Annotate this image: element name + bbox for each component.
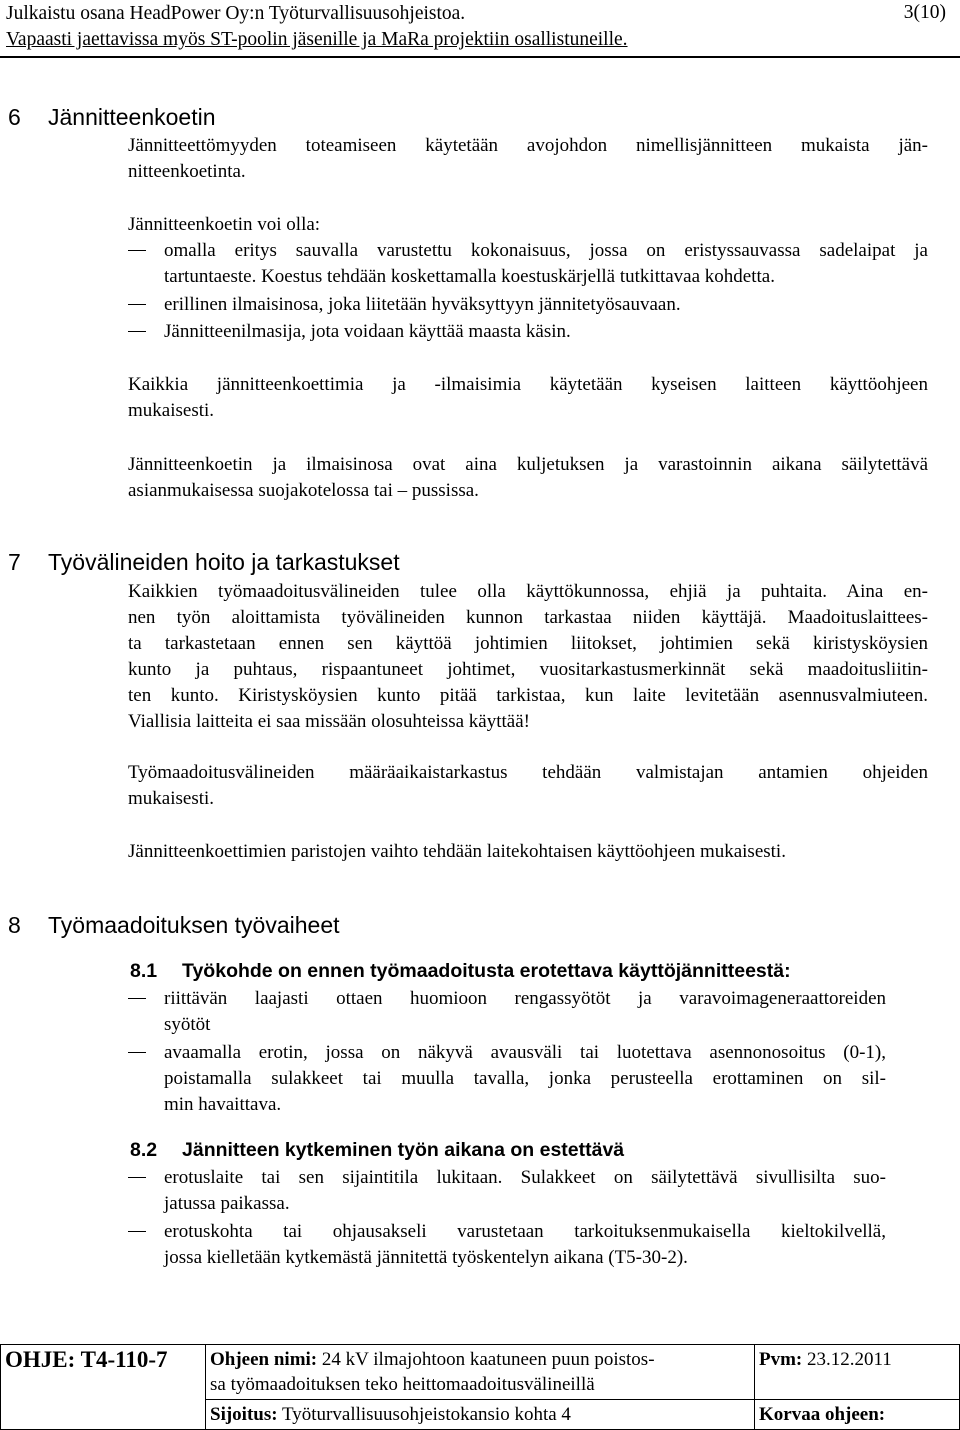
text-line: Työmaadoitusvälineiden määräaikaistarkastus tehdään valmistajan antamien ohjeiden (128, 762, 928, 783)
subsection-8-2-heading (130, 1137, 624, 1163)
list-item (128, 292, 928, 318)
text-line: tartuntaeste. Koestus tehdään koskettamalla koestuskärjellä tutkittavaa kohdetta. (164, 266, 775, 287)
section-6-paragraph-1 (128, 372, 928, 424)
footer-replaces-cell (755, 1400, 960, 1430)
text-line: Viallisia laitteita ei saa missään olosuhteissa käyttää! (128, 711, 530, 732)
text-line: mukaisesti. (128, 788, 215, 809)
text-line: ta tarkastetaan ennen sen käyttöä johtimien liitokset, johtimien sekä kiristysköysien (128, 633, 928, 654)
text-line: jatussa paikassa. (164, 1193, 290, 1214)
name-value-line: sa työmaadoituksen teko heittomaadoitusvälineillä (210, 1374, 595, 1395)
text-line: mukaisesti. (128, 400, 215, 421)
dash-bullet-icon (128, 1177, 146, 1178)
section-6-number: 6 (8, 104, 21, 130)
footer-location-cell (206, 1400, 755, 1430)
list-item (128, 986, 928, 1038)
text-line: kunto ja puhtaus, rispaantuneet johtimet, vuositarkastusmerkinnät sekä maadoitusliitin- (128, 659, 928, 680)
dash-bullet-icon (128, 331, 146, 332)
section-8-heading (8, 911, 340, 939)
section-8-number: 8 (8, 912, 21, 938)
dash-bullet-icon (128, 250, 146, 251)
text-line: Jännitteettömyyden toteamiseen käytetään avojohdon nimellisjännitteen mukaista jän- (128, 135, 928, 156)
list-item (128, 1040, 928, 1118)
section-6-heading (8, 103, 216, 131)
dash-bullet-icon (128, 1231, 146, 1232)
section-7-title: Työvälineiden hoito ja tarkastukset (48, 549, 400, 575)
section-7-paragraph-3: Jännitteenkoettimien paristojen vaihto tehdään laitekohtaisen käyttöohjeen mukaisesti. (128, 841, 786, 862)
section-7-heading (8, 548, 400, 576)
text-line: Kaikkia jännitteenkoettimia ja -ilmaisimia käytetään kyseisen laitteen käyttöohjeen (128, 374, 928, 395)
page-number: 3(10) (903, 2, 946, 23)
dash-bullet-icon (128, 1052, 146, 1053)
header-line-2-text: Vapaasti jaettavissa myös ST-poolin jäsenille ja MaRa projektiin osallistuneille. (6, 29, 628, 50)
list-item (128, 319, 928, 345)
subsection-title: Jännitteen kytkeminen työn aikana on estettävä (182, 1139, 625, 1161)
text-line: nen työn aloittamista työvälineiden kunnon tarkastaa niiden käyttäjä. Maadoituslaittees- (128, 607, 928, 628)
text-line: erotuslaite tai sen sijaintitila lukitaan. Sulakkeet on säilytettävä sivullisilta suo- (164, 1167, 886, 1188)
footer-table (0, 1344, 960, 1430)
footer-name-cell (206, 1345, 755, 1400)
text-line: syötöt (164, 1014, 211, 1035)
header-divider (0, 56, 960, 58)
section-6-list-intro: Jännitteenkoetin voi olla: (128, 214, 321, 235)
footer-date-cell (755, 1345, 960, 1400)
text-line: Kaikkien työmaadoitusvälineiden tulee olla käyttökunnossa, ehjiä ja puhtaita. Aina en- (128, 581, 928, 602)
list-item (128, 1219, 928, 1271)
text-line: asianmukaisessa suojakotelossa tai – pussissa. (128, 480, 479, 501)
text-line: riittävän laajasti ottaen huomioon rengassyötöt ja varavoimageneraattoreiden (164, 988, 886, 1009)
text-line: Jännitteenkoetin ja ilmaisinosa ovat aina kuljetuksen ja varastoinnin aikana säilytettävä (128, 454, 928, 475)
section-7-paragraph-2 (128, 760, 928, 812)
text-line: min havaittava. (164, 1094, 282, 1115)
date-label: Pvm: (759, 1349, 803, 1370)
subsection-number: 8.1 (130, 960, 158, 982)
text-line: omalla eritys sauvalla varustettu kokonaisuus, jossa on eristyssauvassa sadelaipat ja (164, 240, 928, 261)
text-line: poistamalla sulakkeet tai muulla tavalla, jonka perusteella erottaminen on sil- (164, 1068, 886, 1089)
footer-ohje-cell (1, 1345, 206, 1430)
header-line-2 (6, 28, 628, 52)
text-line: nitteenkoetinta. (128, 161, 246, 182)
dash-bullet-icon (128, 998, 146, 999)
subsection-number: 8.2 (130, 1139, 158, 1161)
text-line: erillinen ilmaisinosa, joka liitetään hyväksyttyyn jännitetyösauvaan. (164, 294, 681, 315)
text-line: Jännitteenilmasija, jota voidaan käyttää maasta käsin. (164, 321, 571, 342)
subsection-8-1-heading (130, 958, 791, 984)
text-line: avaamalla erotin, jossa on näkyvä avausväli tai luotettava asennonosoitus (0-1), (164, 1042, 886, 1063)
section-6-paragraph-2 (128, 452, 928, 504)
section-8-title: Työmaadoituksen työvaiheet (48, 912, 340, 938)
name-label: Ohjeen nimi: (210, 1349, 318, 1370)
text-line: erotuskohta tai ohjausakseli varustetaan tarkoituksenmukaisella kieltokilvellä, (164, 1221, 886, 1242)
location-label: Sijoitus: (210, 1404, 278, 1425)
section-6-intro (128, 133, 928, 185)
text-line: jossa kielletään kytkemästä jännitettä työskentelyn aikana (T5-30-2). (164, 1247, 688, 1268)
section-7-paragraph-1 (128, 579, 928, 735)
dash-bullet-icon (128, 304, 146, 305)
header-line-1: Julkaistu osana HeadPower Oy:n Työturvallisuusohjeistoa. (6, 3, 466, 24)
list-item (128, 1165, 928, 1217)
subsection-title: Työkohde on ennen työmaadoitusta erotettava käyttöjännitteestä: (182, 960, 791, 982)
name-value-line: 24 kV ilmajohtoon kaatuneen puun poistos- (321, 1349, 655, 1370)
date-value: 23.12.2011 (807, 1349, 892, 1370)
location-value: Työturvallisuusohjeistokansio kohta 4 (282, 1404, 571, 1425)
replaces-label: Korvaa ohjeen: (759, 1404, 886, 1425)
section-6-title: Jännitteenkoetin (48, 104, 216, 130)
list-item (128, 238, 928, 290)
text-line: ten kunto. Kiristysköysien kunto pitää tarkistaa, kun laite levitetään asennusvalmiuteen. (128, 685, 928, 706)
section-7-number: 7 (8, 549, 21, 575)
ohje-code: OHJE: T4-110-7 (5, 1347, 168, 1372)
